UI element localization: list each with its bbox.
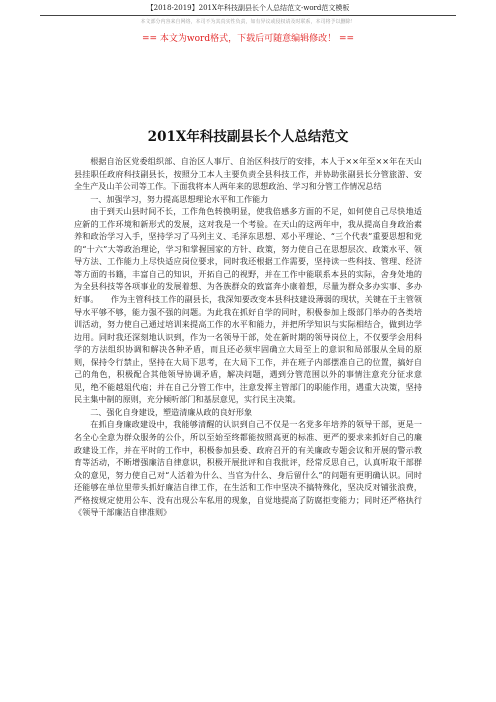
body-paragraph: 根据自治区党委组织部、自治区人事厅、自治区科技厅的安排，本人于××年至××年在天山县挂职任政府科技副县长，按照分工本人主要负责全县科技工作，并协助张副县长分管旅游、安全生产及山羊公司等工作。下面我将本人两年来的思想政治、学习和分管工作情况总结	[74, 156, 422, 192]
disclaimer-notice: 本文部分内容来自网络，本司不为其真实性负责，如有异议或侵权请及时联系，本司将予以删除！	[140, 19, 356, 25]
section-heading: 二、强化自身建设，塑造清廉从政的良好形象	[90, 406, 253, 417]
word-format-banner: == 本文为word格式，下载后可随意编辑修改！ ==	[141, 34, 355, 44]
body-paragraph: 在抓自身廉政建设中，我能够清醒的认识到自己不仅是一名党多年培养的领导干部，更是一名全心全意为群众服务的公仆，所以至始至终都能按照高更的标准、更严的要求来抓好自己的廉政建设工作，并在平时的工作中，积极参加县委、政府召开的有关廉政专题会议和开展的警示教育等活动，不断增强廉洁自律意识，积极开展批评和自我批评，经常反思自己，认真听取干部群众的意见，努力使自己对“人活着为什么、当官为什么、身后留什么”的问题有更明确认识。同时还能够在单位里带头抓好廉洁自律工作，在生活和工作中坚决不搞特殊化，坚决反对铺张浪费，严格按规定使用公车、没有出现公车私用的现象，自觉地提高了防腐拒变能力；同时还严格执行《领导干部廉洁自律准则》	[74, 419, 422, 518]
header-divider	[40, 15, 456, 16]
header-title: 【2018-2019】201X年科技副县长个人总结范文-word范文模板	[146, 4, 350, 12]
body-paragraph: 由于到天山县时间不长，工作角色转换明显，使我倍感多方面的不足，如何使自己尽快地适应新的工作环境和新形式的发展，这对我是一个考验。在天山的这两年中，我从提高自身政治素养和政治学习入手，坚持学习了马列主义、毛泽东思想、邓小平理论、“三个代表”重要思想和党的“十六”大等政治理论，学习和掌握国家的方针、政策，努力使自己在思想层次、政策水平、领导方法、工作能力上尽快适应岗位要求，同时我还根据工作需要，坚持读一些科技、管理、经济等方面的书籍，丰富自己的知识，开拓自己的视野，并在工作中能联系本县的实际，舍身处地的为全县科技等各项事业的发展着想、为各族群众的致富奔小康着想，尽量为群众多办实事、多办好事。 作为主管科技工作的副县长，我深知要改变本县科技建设薄弱的现状，关键在于主管领导水平够不够，能力强不强的问题。为此我在抓好自学的同时，积极参加上级部门举办的各类培训活动，努力使自己通过培训来提高工作的水平和能力，并把所学知识与实际相结合，做到边学边用。同时我还深刻地认识到，作为一名领导干部，处在新时期的领导岗位上，不仅要学会用科学的方法组织协调和解决各种矛盾，而且还必须牢固确立大局至上的意识和局部服从全局的原则，保持令行禁止，坚持在大局下思考，在大局下工作，并在班子内部摆准自己的位置，搞好自己的角色，积极配合其他领导协调矛盾，解决问题，遇到分管范围以外的事情注意充分征求意见，绝不能越俎代庖；并在自己分管工作中，注意发挥主管部门的职能作用，遇重大决策，坚持民主集中制的原则，充分倾听部门和基层意见，实行民主决策。	[74, 206, 422, 405]
document-body	[74, 155, 422, 519]
document-title: 201X年科技副县长个人总结范文	[147, 129, 349, 145]
section-heading: 一、加强学习，努力提高思想理论水平和工作能力	[90, 193, 269, 204]
